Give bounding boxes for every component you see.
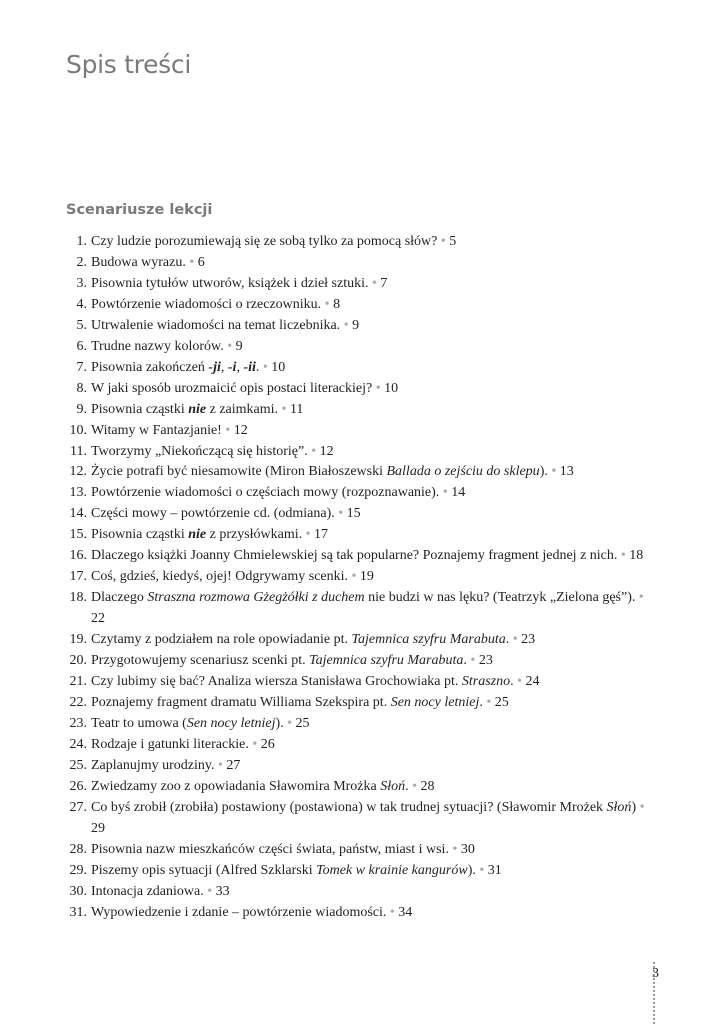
toc-entry-title: [87, 651, 656, 672]
bullet-separator-icon: •: [482, 694, 495, 710]
toc-entry-title-segment: ).: [467, 862, 476, 878]
toc-entry-title: [87, 756, 656, 777]
toc-entry-title-segment: Poznajemy fragment dramatu Williama Szekspira pt.: [91, 694, 391, 710]
toc-entry-number: 27.: [69, 799, 87, 815]
toc-entry-number: 30.: [69, 883, 87, 899]
toc-entry-number: 11.: [70, 443, 87, 459]
toc-entry-title: [87, 462, 656, 483]
toc-entry-title: [87, 903, 656, 924]
toc-entry-title-segment: .: [510, 674, 514, 690]
toc-entry-number: 22.: [69, 694, 87, 710]
toc-entry-title-segment: Intonacja zdaniowa.: [91, 883, 204, 899]
toc-entry-title-segment: Dlaczego: [91, 590, 148, 606]
toc-entry-title-segment: -ii: [243, 359, 256, 375]
toc-entry-title-segment: Pisownia cząstki: [91, 401, 189, 417]
toc-entry: [66, 651, 656, 672]
toc-entry-title-segment: Powtórzenie wiadomości o rzeczowniku.: [91, 296, 322, 312]
bullet-separator-icon: •: [340, 317, 353, 333]
toc-entry-number: 12.: [69, 464, 87, 480]
toc-entry-title-segment: Zwiedzamy zoo z opowiadania Sławomira Mrożka: [91, 778, 381, 794]
toc-entry-title: [87, 232, 656, 253]
toc-entry-title-segment: nie: [188, 401, 207, 417]
toc-entry-title-segment: Wypowiedzenie i zdanie – powtórzenie wiadomości.: [91, 904, 387, 920]
toc-entry-title: [87, 882, 656, 903]
toc-entry-page: 12: [319, 443, 334, 459]
bullet-separator-icon: •: [307, 443, 320, 459]
toc-entry-title: [87, 672, 656, 693]
toc-entry-number: 18.: [69, 590, 87, 606]
toc-entry: [66, 400, 656, 421]
bullet-separator-icon: •: [448, 841, 461, 857]
toc-entry-number: 19.: [69, 632, 87, 648]
toc-entry-number: 10.: [69, 422, 87, 438]
toc-entry-page: 29: [91, 820, 105, 836]
bullet-separator-icon: •: [372, 380, 385, 396]
toc-entry-title-segment: Sen nocy letniej: [390, 694, 480, 710]
toc-entry-page: 7: [380, 275, 388, 291]
toc-entry-number: 5.: [76, 317, 87, 333]
toc-entry-title: [87, 735, 656, 756]
toc-entry-number: 1.: [76, 234, 87, 249]
bullet-separator-icon: •: [408, 778, 421, 794]
toc-entry: [66, 903, 656, 924]
toc-entry-title-segment: ): [631, 799, 637, 815]
toc-entry-title: [87, 798, 656, 840]
toc-entry-title: [87, 567, 656, 588]
toc-entry-title-segment: Rodzaje i gatunki literackie.: [91, 736, 249, 752]
bullet-separator-icon: •: [283, 715, 296, 731]
toc-entry: [66, 756, 656, 777]
toc-entry-page: 13: [559, 464, 574, 480]
toc-entry-title-segment: Pisownia tytułów utworów, książek i dzieł sztuki.: [91, 275, 369, 291]
toc-entry-title-segment: .: [463, 653, 467, 669]
toc-entry-title-segment: Tworzymy „Niekończącą się historię”.: [91, 443, 308, 459]
toc-entry-title-segment: ,: [236, 359, 244, 375]
toc-entry: [66, 337, 656, 358]
toc-entry: [66, 483, 656, 504]
toc-entry-page: 30: [460, 841, 475, 857]
toc-entry-title-segment: Życie potrafi być niesamowite (Miron Białoszewski: [91, 464, 387, 480]
toc-entry-title-segment: Pisownia zakończeń: [91, 359, 209, 375]
toc-entry-number: 15.: [69, 527, 87, 543]
toc-entry-page: 25: [494, 694, 509, 710]
bullet-separator-icon: •: [321, 296, 334, 312]
toc-entry: [66, 777, 656, 798]
toc-entry-number: 25.: [69, 757, 87, 773]
toc-entry-title-segment: Witamy w Fantazjanie!: [91, 422, 222, 438]
bullet-separator-icon: •: [475, 862, 488, 878]
toc-entry-title: [87, 483, 656, 504]
toc-entry-title: [87, 358, 656, 379]
toc-entry-title-segment: Budowa wyrazu.: [91, 254, 186, 270]
toc-entry-page: 31: [487, 862, 502, 878]
toc-entry-title-segment: Przygotowujemy scenariusz scenki pt.: [91, 653, 310, 669]
toc-entry-title-segment: Tomek w krainie kangurów: [316, 862, 468, 878]
toc-entry-number: 9.: [76, 401, 87, 417]
toc-entry-page: 19: [359, 569, 374, 585]
toc-entry-title: [87, 546, 656, 567]
toc-entry-title-segment: nie budzi w nas lęku? (Teatrzyk „Zielona gęś”).: [364, 590, 636, 606]
toc-entry-title-segment: .: [505, 632, 510, 648]
toc-entry-title: [87, 442, 656, 463]
toc-entry-title-segment: ).: [539, 464, 548, 480]
toc-entry-number: 6.: [76, 338, 87, 354]
toc-entry-title: [87, 840, 656, 861]
toc-entry-title-segment: .: [255, 359, 260, 375]
toc-entry-title-segment: ).: [275, 715, 284, 731]
toc-entry-title-segment: Tajemnica szyfru Marabuta: [351, 632, 506, 648]
toc-entry-page: 9: [352, 317, 360, 333]
bullet-separator-icon: •: [214, 757, 227, 773]
toc-entry-title-segment: Dlaczego książki Joanny Chmielewskiej są tak popularne? Poznajemy fragment jednej z nich.: [91, 548, 618, 564]
toc-entry-title-segment: Czy ludzie porozumiewają się ze sobą tylko za pomocą słów?: [91, 234, 438, 249]
toc-entry-title: [87, 421, 656, 442]
bullet-separator-icon: •: [466, 653, 479, 669]
toc-entry-number: 3.: [76, 275, 87, 291]
toc-entry-number: 2.: [76, 254, 87, 270]
toc-entry-title-segment: W jaki sposób urozmaicić opis postaci literackiej?: [91, 380, 373, 396]
toc-entry-title-segment: Części mowy – powtórzenie cd. (odmiana).: [91, 506, 335, 522]
toc-entry: [66, 714, 656, 735]
toc-entry: [66, 462, 656, 483]
toc-entry-title-segment: Straszno: [461, 674, 511, 690]
toc-entry-number: 13.: [69, 485, 87, 501]
toc-entry-page: 23: [521, 632, 536, 648]
bullet-separator-icon: •: [259, 359, 272, 375]
toc-entry-title: [87, 525, 656, 546]
toc-entry: [66, 588, 656, 630]
bullet-separator-icon: •: [636, 799, 645, 815]
toc-entry-title-segment: Utrwalenie wiadomości na temat liczebnika.: [91, 317, 341, 333]
bullet-separator-icon: •: [617, 548, 630, 564]
toc-entry-page: 33: [215, 883, 230, 899]
toc-entry-page: 5: [449, 234, 457, 249]
toc-entry-number: 14.: [69, 506, 87, 522]
toc-entry-page: 23: [478, 653, 493, 669]
toc-entry-title: [87, 295, 656, 316]
toc-entry-page: 18: [629, 548, 644, 564]
toc-entry-page: 9: [235, 338, 243, 354]
toc-entry-number: 28.: [69, 841, 87, 857]
toc-entry-title-segment: Czy lubimy się bać? Analiza wiersza Stanisława Grochowiaka pt.: [91, 674, 462, 690]
toc-entry-number: 26.: [69, 778, 87, 794]
toc-entry-page: 6: [197, 254, 205, 270]
toc-entry-title: [87, 777, 656, 798]
toc-entry-title: [87, 337, 656, 358]
toc-entry-title: [87, 861, 656, 882]
toc-entry-number: 8.: [76, 380, 87, 396]
toc-entry: [66, 316, 656, 337]
toc-entry: [66, 882, 656, 903]
toc-entry: [66, 735, 656, 756]
bullet-separator-icon: •: [223, 338, 236, 354]
page-number: 3: [652, 966, 659, 981]
toc-entry: [66, 693, 656, 714]
toc-entry-title-segment: Coś, gdzieś, kiedyś, ojej! Odgrywamy scenki.: [91, 569, 349, 585]
toc-entry-page: 28: [420, 778, 435, 794]
toc-entry-number: 24.: [69, 736, 87, 752]
toc-entry: [66, 546, 656, 567]
toc-entry-title-segment: z zaimkami.: [206, 401, 279, 417]
toc-entry: [66, 274, 656, 295]
toc-entry: [66, 504, 656, 525]
bullet-separator-icon: •: [348, 569, 360, 585]
toc-entry-title: [87, 274, 656, 295]
toc-entry-page: 10: [271, 359, 286, 375]
toc-entry: [66, 358, 656, 379]
toc-entry-number: 4.: [76, 296, 87, 312]
toc-entry-page: 26: [260, 736, 275, 752]
toc-entry-title-segment: Czytamy z podziałem na role opowiadanie pt.: [91, 632, 352, 648]
toc-entry-title-segment: .: [479, 694, 483, 710]
bullet-separator-icon: •: [439, 485, 452, 501]
toc-entry: [66, 672, 656, 693]
toc-entry-title: [87, 316, 656, 337]
toc-entry-page: 8: [333, 296, 341, 312]
toc-entry-title-segment: .: [405, 778, 409, 794]
bullet-separator-icon: •: [302, 527, 315, 543]
bullet-separator-icon: •: [547, 464, 560, 480]
toc-entry-page: 15: [346, 506, 361, 522]
toc-entry: [66, 630, 656, 651]
toc-entry-page: 25: [295, 715, 310, 731]
bullet-separator-icon: •: [509, 632, 522, 648]
toc-entry: [66, 379, 656, 400]
toc-entry-title-segment: Zaplanujmy urodziny.: [91, 757, 215, 773]
toc-entry-title-segment: Sen nocy letniej: [186, 715, 276, 731]
toc-entry-title-segment: Straszna rozmowa Gżegżółki z duchem: [147, 590, 365, 606]
bullet-separator-icon: •: [221, 422, 234, 438]
toc-entry-title: [87, 714, 656, 735]
toc-entry-title: [87, 400, 656, 421]
bullet-separator-icon: •: [513, 674, 526, 690]
toc-entry: [66, 798, 656, 840]
toc-entry-number: 17.: [69, 569, 87, 585]
toc-entry-page: 24: [525, 674, 540, 690]
bullet-separator-icon: •: [437, 234, 450, 249]
toc-entry-number: 20.: [69, 653, 87, 669]
toc-entry: [66, 421, 656, 442]
toc-entry-number: 16.: [69, 548, 87, 564]
toc-entry-page: 12: [233, 422, 248, 438]
toc-entry: [66, 232, 656, 253]
toc-entry-page: 11: [289, 401, 304, 417]
toc-entry-title: [87, 504, 656, 525]
toc-entry-number: 23.: [69, 715, 87, 731]
toc-entry-title-segment: Słoń: [606, 799, 632, 815]
toc-entry-number: 7.: [76, 359, 87, 375]
toc-entry-title: [87, 253, 656, 274]
bullet-separator-icon: •: [635, 590, 644, 606]
toc-entry-title-segment: Powtórzenie wiadomości o częściach mowy (rozpoznawanie).: [91, 485, 440, 501]
page-title: Spis treści: [66, 50, 191, 79]
toc-entry-title-segment: z przysłówkami.: [206, 527, 303, 543]
bullet-separator-icon: •: [248, 736, 261, 752]
toc-entry-title: [87, 693, 656, 714]
toc-entry-title-segment: ,: [220, 359, 228, 375]
toc-entry-title-segment: Teatr to umowa (: [91, 715, 187, 731]
toc-list: [66, 232, 656, 923]
toc-entry-title-segment: Piszemy opis sytuacji (Alfred Szklarski: [91, 862, 317, 878]
toc-entry-title: [87, 630, 656, 651]
bullet-separator-icon: •: [334, 506, 347, 522]
toc-entry-page: 10: [384, 380, 399, 396]
toc-entry: [66, 525, 656, 546]
bullet-separator-icon: •: [185, 254, 198, 270]
toc-entry-title-segment: Pisownia cząstki: [91, 527, 189, 543]
toc-entry-title: [87, 588, 656, 630]
toc-entry: [66, 442, 656, 463]
toc-entry: [66, 295, 656, 316]
toc-entry: [66, 840, 656, 861]
toc-entry-title: [87, 379, 656, 400]
toc-entry: [66, 567, 656, 588]
toc-entry-title-segment: Co byś zrobił (zrobiła) postawiony (postawiona) w tak trudnej sytuacji? (Sławomir Mrożek: [91, 799, 607, 815]
toc-entry-title-segment: Pisownia nazw mieszkańców części świata, państw, miast i wsi.: [91, 841, 449, 857]
toc-entry-number: 29.: [69, 862, 87, 878]
bullet-separator-icon: •: [386, 904, 399, 920]
bullet-separator-icon: •: [278, 401, 290, 417]
toc-entry-title-segment: Ballada o zejściu do sklepu: [386, 464, 540, 480]
toc-entry-title-segment: Tajemnica szyfru Marabuta: [309, 653, 464, 669]
toc-entry-page: 17: [314, 527, 329, 543]
section-heading: Scenariusze lekcji: [66, 202, 213, 218]
toc-entry-title-segment: -ji: [208, 359, 221, 375]
toc-entry-page: 34: [398, 904, 413, 920]
toc-entry: [66, 253, 656, 274]
toc-entry-number: 21.: [69, 674, 87, 690]
toc-entry-title-segment: Słoń: [380, 778, 406, 794]
toc-entry-page: 14: [451, 485, 466, 501]
toc-entry-title-segment: -i: [227, 359, 237, 375]
toc-entry: [66, 861, 656, 882]
toc-entry-title-segment: Trudne nazwy kolorów.: [91, 338, 224, 354]
toc-entry-page: 22: [91, 611, 105, 627]
bullet-separator-icon: •: [203, 883, 216, 899]
toc-entry-page: 27: [226, 757, 241, 773]
bullet-separator-icon: •: [368, 275, 381, 291]
toc-entry-number: 31.: [69, 904, 87, 920]
toc-entry-title-segment: nie: [188, 527, 207, 543]
